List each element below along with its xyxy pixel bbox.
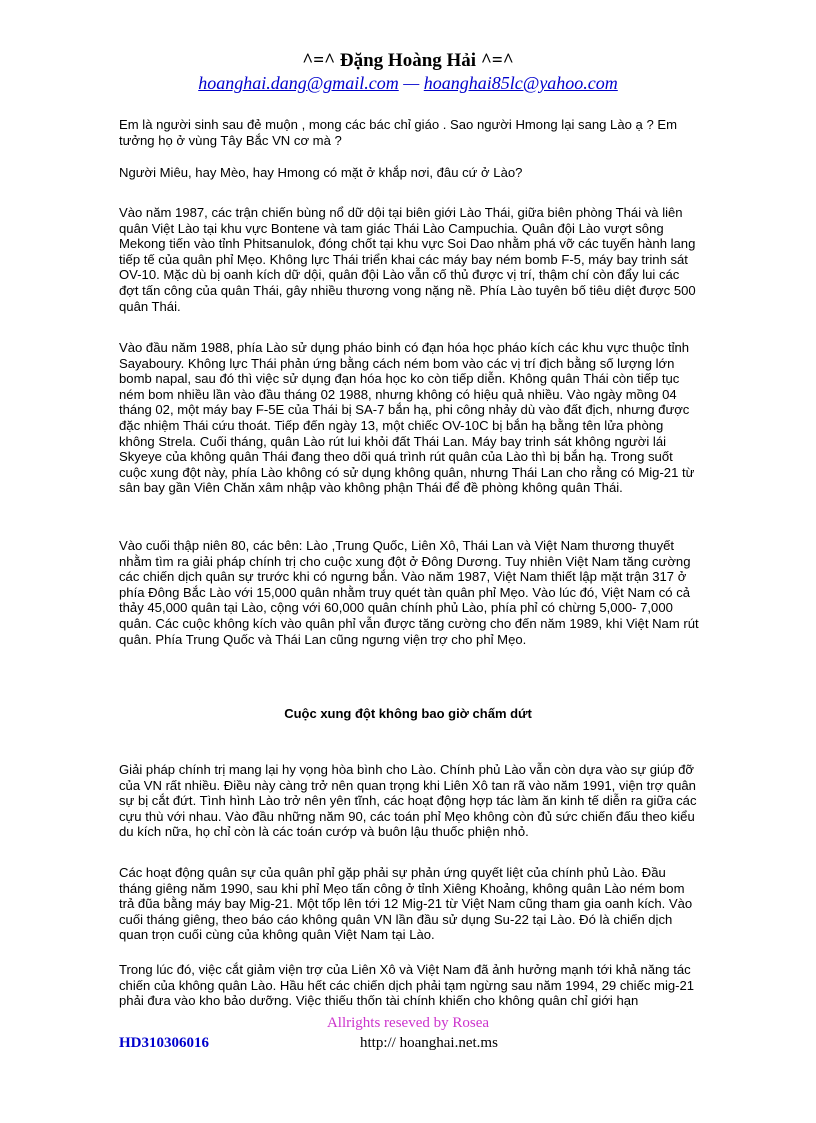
footer-website-url[interactable]: http:// hoanghai.net.ms — [360, 1035, 498, 1051]
paragraph-political-solution: Giải pháp chính trị mang lại hy vọng hòa bình cho Lào. Chính phủ Lào vẫn còn dựa vào sự giúp đỡ của VN rất nhiều. Điều này càng trở nên quan trọng khi Liên Xô tan rã vào năm 1991, viện trợ quân sự bị cắt đứt. Tình hình Lào trở nên yên tĩnh, các hoạt động hợp tác làm ăn kinh tế diễn ra giữa các cựu thù với nhau. Vào đầu những năm 90, các toán phỉ Mẹo không còn đủ sức chiến đấu theo kiểu du kích nữa, họ chỉ còn là các toán cướp và buôn lậu thuốc phiện nhỏ. — [119, 762, 697, 840]
paragraph-1988: Vào đầu năm 1988, phía Lào sử dụng pháo binh có đạn hóa học pháo kích các khu vực thuộc tỉnh Sayaboury. Không lực Thái phản ứng bằng cách ném bom vào các vị trí địch bằng số lượng lớn bomb napal, sau đó thì việc sử dụng đạn hóa học ko còn tiếp diễn. Không quân Thái còn tiếp tục ném bom nhiều lần vào đầu tháng 02 1988, nhưng không có hiệu quả nhiều. Vào ngày mồng 04 tháng 02, một máy bay F-5E của Thái bị SA-7 bắn hạ, phi công nhảy dù vào đất địch, nhưng được đặc nhiệm Thái cứu thoát. Tiếp đến ngày 13, một chiếc OV-10C bị bắn hạ bằng tên lửa phòng không Strela. Cuối tháng, quân Lào rút lui khỏi đất Thái Lan. Máy bay trinh sát không người lái Skyeye của không quân Thái đang theo dõi quá trình rút quân của Lào thì bị bắn hạ. Trong suốt cuộc xung đột này, phía Lào không có sử dụng không quân, nhưng Thái Lan cho rằng có Mig-21 từ sân bay gần Viên Chăn xâm nhập vào không phận Thái để đề phòng không quân Thái. — [119, 340, 695, 496]
paragraph-late-80s: Vào cuối thập niên 80, các bên: Lào ,Trung Quốc, Liên Xô, Thái Lan và Việt Nam thương thuyết nhằm tìm ra giải pháp chính trị cho cuộc xung đột ở Đông Dương. Tuy nhiên Việt Nam tăng cường các chiến dịch quân sự trước khi có ngưng bắn. Vào năm 1987, Việt Nam thiết lập mặt trận 317 ở phía Đông Bắc Lào với 15,000 quân nhằm truy quét tàn quân phỉ Mẹo. Vào lúc đó, Việt Nam có cả thảy 45,000 quân tại Lào, cộng với 60,000 quân chính phủ Lào, phía phỉ có chừng 5,000- 7,000 quân. Các cuộc không kích vào quân phỉ vẫn được tăng cường cho đến năm 1989, khi Việt Nam rút quân. Phía Trung Quốc và Thái Lan cũng ngưng viện trợ cho phỉ Mẹo. — [119, 538, 699, 647]
paragraph-answer: Người Miêu, hay Mèo, hay Hmong có mặt ở khắp nơi, đâu cứ ở Lào? — [119, 165, 523, 180]
email-link-gmail[interactable]: hoanghai.dang@gmail.com — [198, 73, 399, 93]
header-emails — [0, 73, 816, 94]
email-link-yahoo[interactable]: hoanghai85lc@yahoo.com — [423, 73, 618, 93]
paragraph-question: Em là người sinh sau đẻ muộn , mong các bác chỉ giáo . Sao người Hmong lại sang Lào ạ ? Em tưởng họ ở vùng Tây Bắc VN cơ mà ? — [119, 117, 678, 148]
paragraph-military-activities: Các hoạt động quân sự của quân phỉ gặp phải sự phản ứng quyết liệt của chính phủ Lào. Đầu tháng giêng năm 1990, sau khi phỉ Mẹo tấn công ở tỉnh Xiêng Khoảng, không quân Lào ném bom trả đũa bằng máy bay Mig-21. Một tốp lên tới 12 Mig-21 từ Việt Nam cũng tham gia oanh kích. Vào cuối tháng giêng, theo báo cáo không quân VN lần đầu sử dụng Su-22 tại Lào. Đó là chiến dịch quan trọn cuối cùng của không quân Việt Nam tại Lào. — [119, 865, 693, 943]
footer-copyright: Allrights reseved by Rosea — [326, 1015, 490, 1031]
section-heading: Cuộc xung đột không bao giờ chấm dứt — [284, 706, 532, 721]
document-title: ^=^ Đặng Hoàng Hải ^=^ — [302, 50, 514, 71]
footer-document-code: HD310306016 — [119, 1035, 209, 1051]
paragraph-1987: Vào năm 1987, các trận chiến bùng nổ dữ dội tại biên giới Lào Thái, giữa biên phòng Thái và liên quân Việt Lào tại khu vực Bontene và tam giác Thái Lào Campuchia. Quân đội Lào vượt sông Mekong tiến vào tỉnh Phitsanulok, đóng chốt tại khu vực Soi Dao nhằm phá vỡ các tuyến hành lang tiếp tế của quân phỉ Mẹo. Không lực Thái triển khai các máy bay ném bomb F-5, máy bay trinh sát OV-10. Mặc dù bị oanh kích dữ dội, quân đội Lào vẫn cố thủ được vị trí, thậm chí còn đẩy lui các đợt tấn công của quân Thái, gây nhiều thương vong nặng nề. Phía Lào tuyên bố tiêu diệt được 500 quân Thái. — [119, 205, 696, 314]
email-separator: — — [398, 73, 424, 93]
paragraph-aid-cuts: Trong lúc đó, việc cắt giảm viện trợ của Liên Xô và Việt Nam đã ảnh hưởng mạnh tới khả năng tác chiến của không quân Lào. Hầu hết các chiến dịch phải tạm ngừng sau năm 1994, 29 chiếc mig-21 phải đưa vào kho bảo dưỡng. Việc thiếu thốn tài chính khiến cho không quân chỉ giới hạn — [119, 962, 695, 1009]
